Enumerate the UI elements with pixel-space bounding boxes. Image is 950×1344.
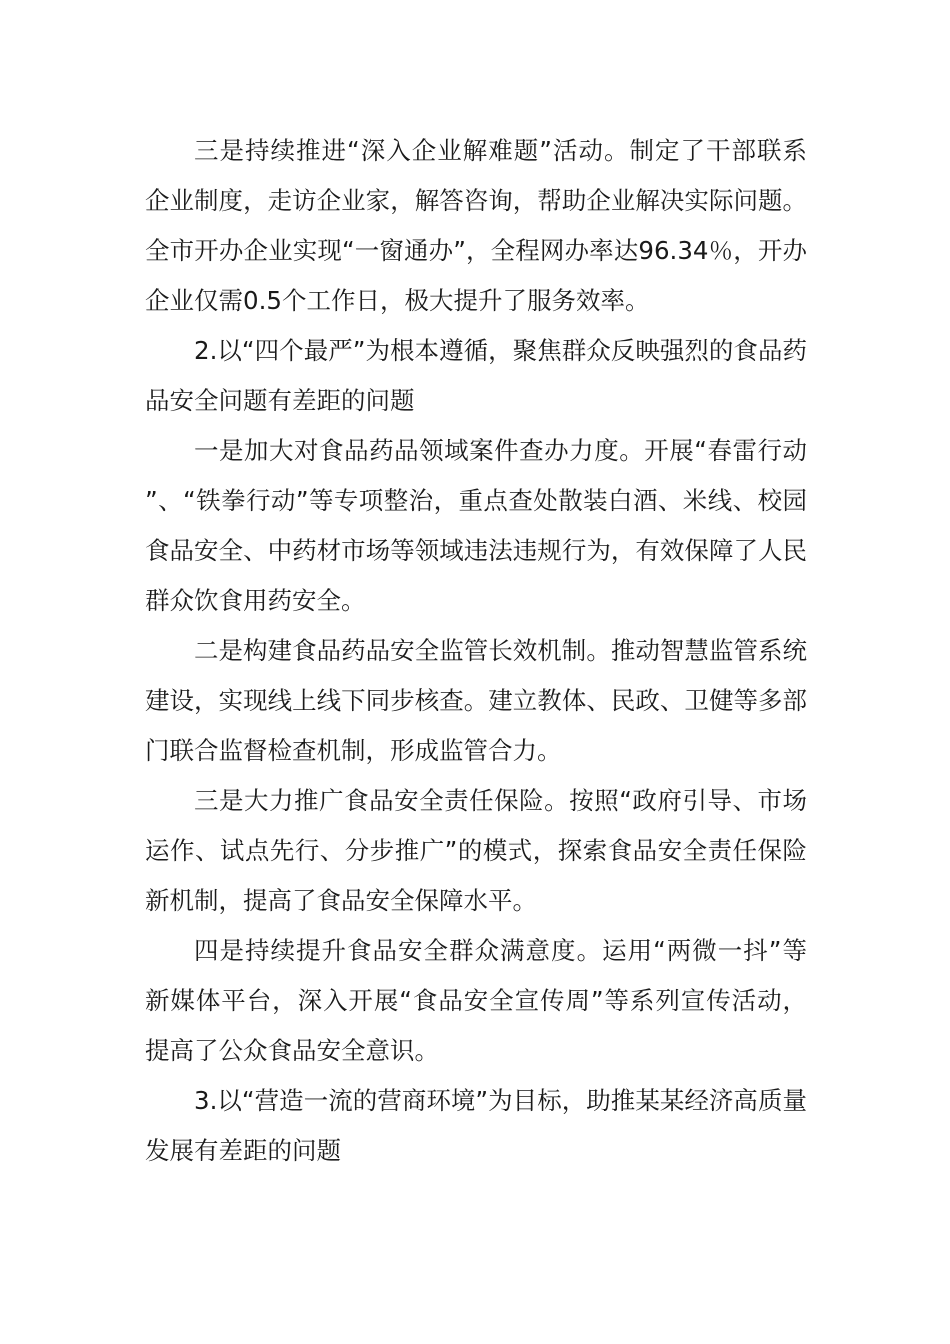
paragraph-liability-insurance: 三是大力推广食品安全责任保险。按照“政府引导、市场运作、试点先行、分步推广”的模式，探索食品安全责任保险新机制，提高了食品安全保障水平。 bbox=[145, 786, 807, 915]
heading-business-environment: 3.以“营造一流的营商环境”为目标，助推某某经济高质量发展有差距的问题 bbox=[145, 1086, 807, 1165]
paragraph-visit-enterprises: 三是持续推进“深入企业解难题”活动。制定了干部联系企业制度，走访企业家，解答咨询，帮助企业解决实际问题。全市开办企业实现“一窗通办”，全程网办率达96.34％，开办企业仅需0.5个工作日，极大提升了服务效率。 bbox=[145, 136, 807, 315]
paragraph-regulatory-mechanism: 二是构建食品药品安全监管长效机制。推动智慧监管系统建设，实现线上线下同步核查。建立教体、民政、卫健等多部门联合监督检查机制，形成监管合力。 bbox=[145, 636, 807, 765]
heading-food-drug-safety: 2.以“四个最严”为根本遵循，聚焦群众反映强烈的食品药品安全问题有差距的问题 bbox=[145, 336, 807, 415]
paragraph-case-investigation: 一是加大对食品药品领域案件查办力度。开展“春雷行动”、“铁拳行动”等专项整治，重点查处散装白酒、米线、校园食品安全、中药材市场等领域违法违规行为，有效保障了人民群众饮食用药安全。 bbox=[145, 436, 807, 615]
document-body bbox=[145, 126, 807, 1176]
paragraph-public-satisfaction: 四是持续提升食品安全群众满意度。运用“两微一抖”等新媒体平台，深入开展“食品安全宣传周”等系列宣传活动，提高了公众食品安全意识。 bbox=[145, 936, 807, 1065]
